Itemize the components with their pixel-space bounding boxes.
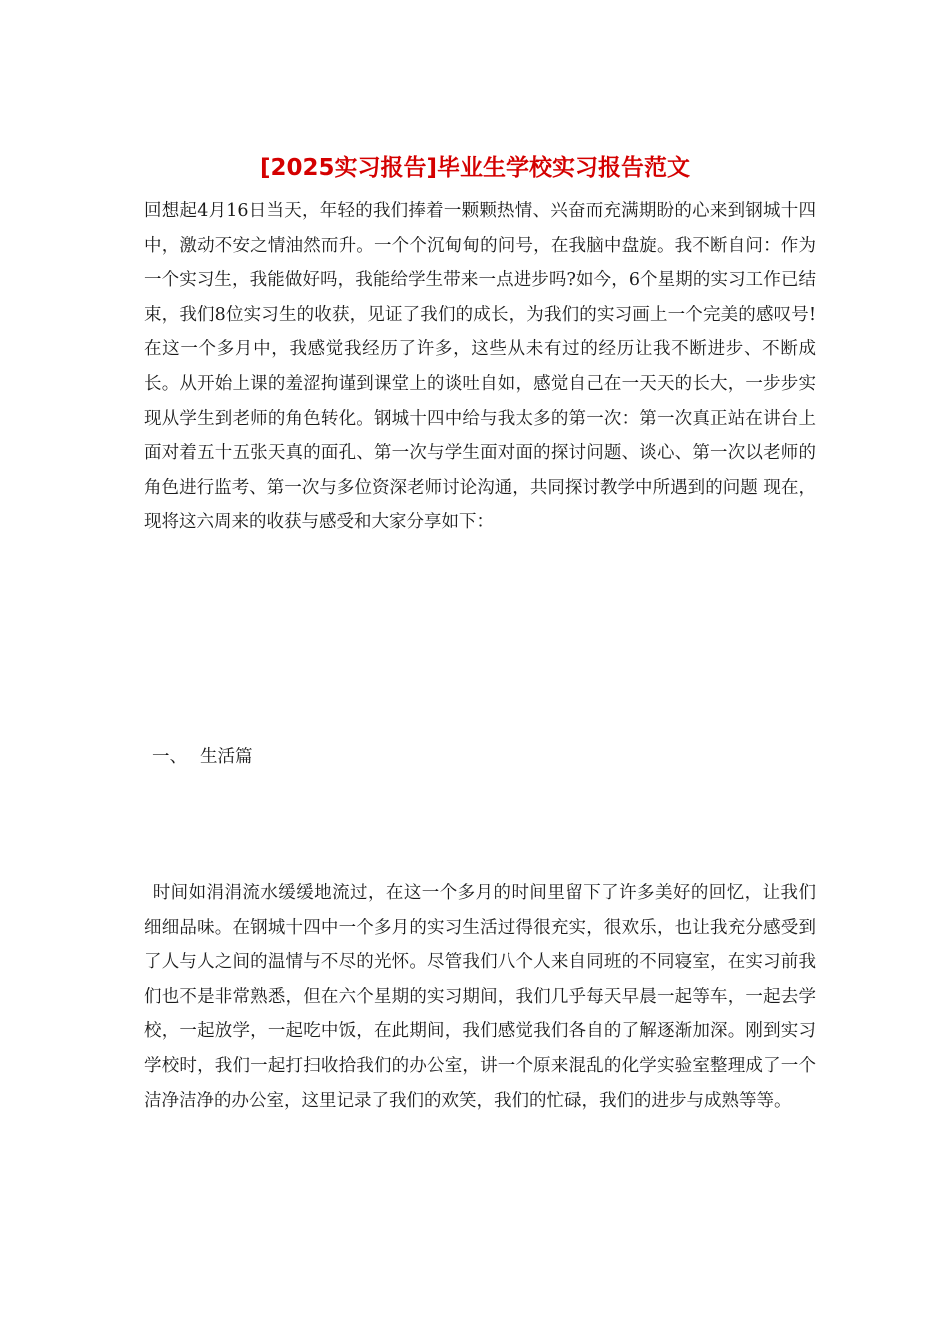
section-title: 生活篇 bbox=[200, 747, 253, 767]
life-paragraph: 时间如涓涓流水缓缓地流过，在这一个多月的时间里留下了许多美好的回忆，让我们细细品味。在钢城十四中一个多月的实习生活过得很充实，很欢乐，也让我充分感受到了人与人之间的温情与不尽的光怀。尽管我们八个人来自同班的不同寝室，在实习前我们也不是非常熟悉，但在六个星期的实习期间，我们几乎每天早晨一起等车，一起去学校，一起放学，一起吃中饭，在此期间，我们感觉我们各自的了解逐渐加深。刚到实习学校时，我们一起打扫收拾我们的办公室，讲一个原来混乱的化学实验室整理成了一个洁净洁净的办公室，这里记录了我们的欢笑，我们的忙碌，我们的进步与成熟等等。 bbox=[144, 883, 816, 1111]
intro-paragraph: 回想起4月16日当天，年轻的我们捧着一颗颗热情、兴奋而充满期盼的心来到钢城十四中，激动不安之情油然而升。一个个沉甸甸的问号，在我脑中盘旋。我不断自问：作为一个实习生，我能做好吗，我能给学生带来一点进步吗?如今，6个星期的实习工作已结束，我们8位实习生的收获，见证了我们的成长，为我们的实习画上一个完美的感叹号!在这一个多月中，我感觉我经历了许多，这些从未有过的经历让我不断进步、不断成长。从开始上课的羞涩拘谨到课堂上的谈吐自如，感觉自己在一天天的长大，一步步实现从学生到老师的角色转化。钢城十四中给与我太多的第一次：第一次真正站在讲台上面对着五十五张天真的面孔、第一次与学生面对面的探讨问题、谈心、第一次以老师的角色进行监考、第一次与多位资深老师讨论沟通，共同探讨教学中所遇到的问题 现在，现将这六周来的收获与感受和大家分享如下： bbox=[144, 201, 816, 533]
section-heading-life bbox=[152, 742, 253, 772]
document-title: [2025实习报告]毕业生学校实习报告范文 bbox=[259, 155, 691, 181]
section-number: 一、 bbox=[152, 747, 187, 767]
